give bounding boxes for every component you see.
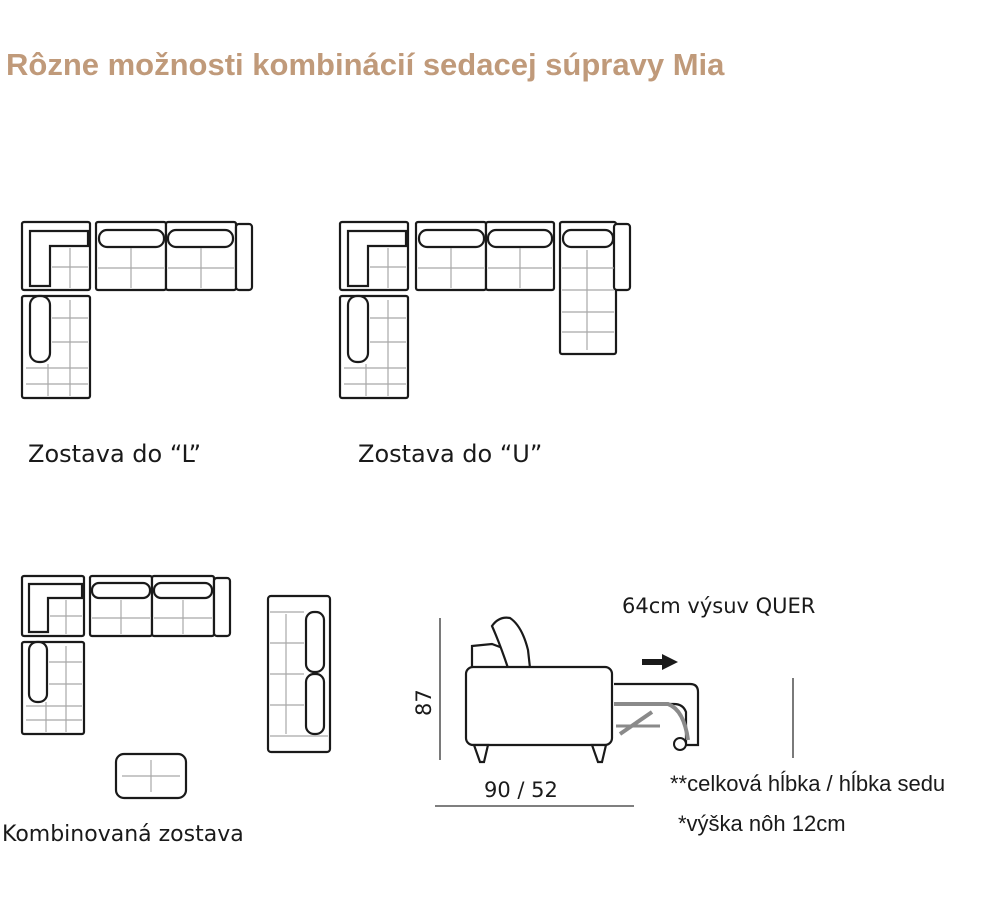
chaise-module [22, 642, 84, 734]
armrest [214, 578, 230, 636]
page-title: Rôzne možnosti kombinácií sedacej súpravy Mia [6, 47, 725, 82]
l-shape-diagram [22, 222, 252, 398]
caption-u-shape: Zostava do “U” [358, 440, 543, 468]
leg-height-note: *výška nôh 12cm [678, 811, 846, 836]
chaise-module [560, 222, 630, 354]
seat-module [416, 222, 486, 290]
sofa-module [268, 596, 330, 752]
depth-label: 90 / 52 [484, 778, 558, 802]
front-leg [474, 745, 488, 762]
corner-module [340, 222, 408, 290]
chaise-module [340, 296, 408, 398]
height-label: 87 [412, 689, 436, 716]
backrest-cushions [472, 618, 530, 668]
depth-note: **celková hĺbka / hĺbka sedu [670, 771, 946, 796]
corner-module [22, 222, 90, 290]
corner-module [22, 576, 84, 636]
rear-leg [592, 745, 606, 762]
chaise-module [22, 296, 90, 398]
armrest [236, 224, 252, 290]
seat-module [486, 222, 554, 290]
seat-module [152, 576, 214, 636]
seat-module [96, 222, 166, 290]
ottoman [116, 754, 186, 798]
seat-module [166, 222, 236, 290]
pullout-label: 64cm výsuv QUER [622, 594, 816, 618]
u-shape-diagram [340, 222, 630, 398]
caption-l-shape: Zostava do “L” [28, 440, 202, 468]
sofa-body [466, 667, 612, 745]
caption-combined: Kombinovaná zostava [2, 822, 244, 847]
seat-module [90, 576, 152, 636]
arrow-right-icon [642, 654, 678, 670]
combined-diagram [22, 576, 330, 798]
pullout-bed [614, 684, 698, 750]
